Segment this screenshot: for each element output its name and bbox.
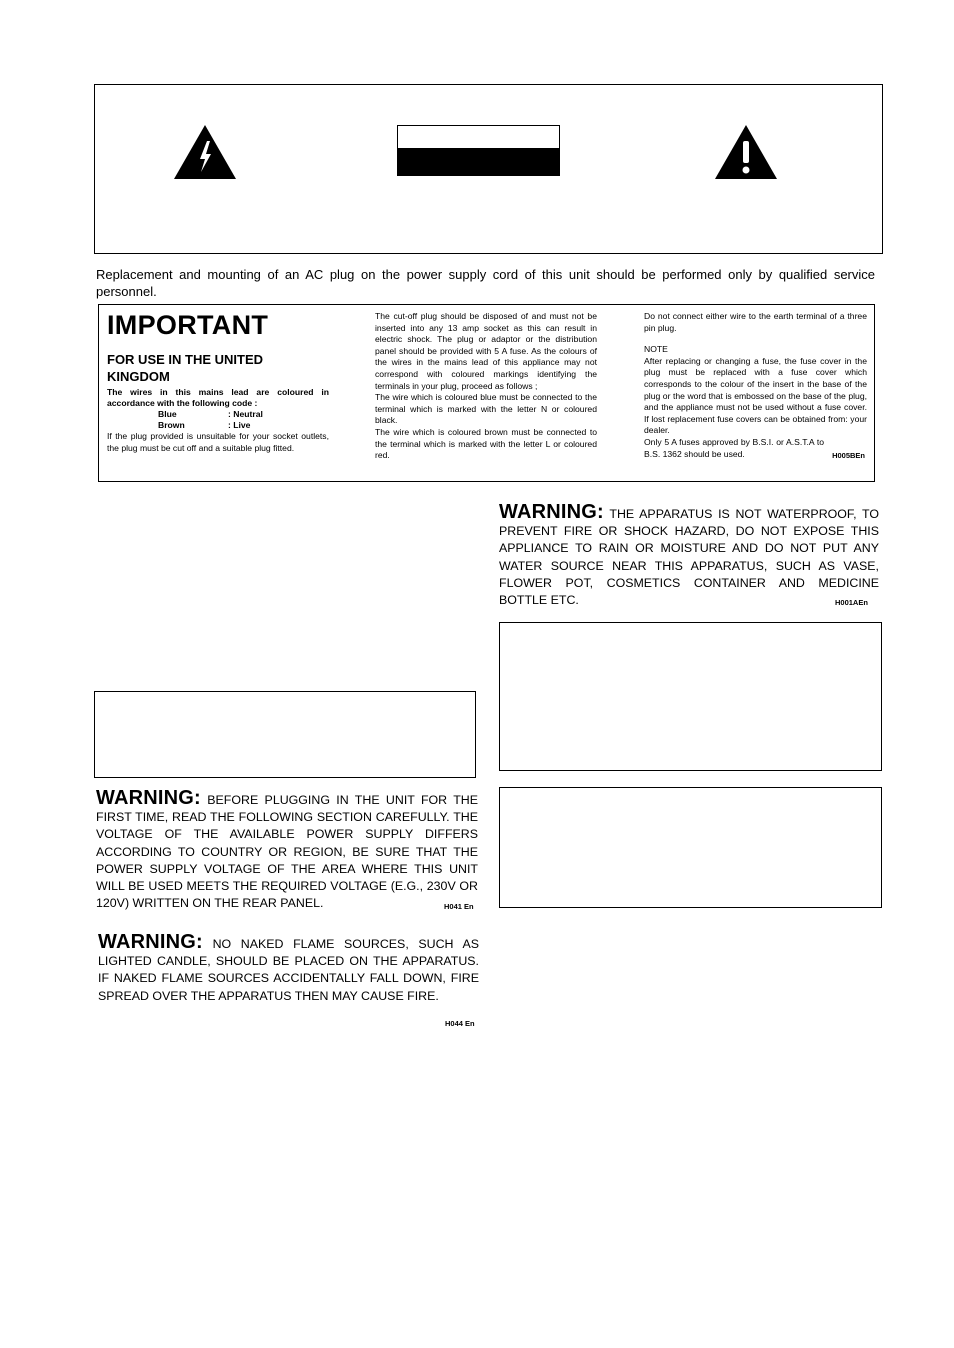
warning-voltage <box>96 787 478 912</box>
warning-water-text: THE APPARATUS IS NOT WATERPROOF, TO PREVENT FIRE OR SHOCK HAZARD, DO NOT EXPOSE THIS APPLIANCE TO RAIN OR MOISTURE AND DO NOT PUT ANY WATER SOURCE NEAR THIS APPARATUS, SUCH AS VASE, FLOWER POT, COSMETICS CONTAINER AND MEDICINE BOTTLE ETC. <box>499 507 880 608</box>
important-col2-p3: The wire which is coloured brown must be connected to the terminal which is marked with the letter L or coloured red. <box>375 426 597 461</box>
important-col2-p2: The wire which is coloured blue must be connected to the terminal which is marked with the letter N or coloured black. <box>375 392 597 426</box>
code-color: Brown <box>158 420 185 430</box>
warning-water-code: H001AEn <box>835 598 868 607</box>
caution-box <box>94 84 883 254</box>
code-row-brown <box>107 420 329 431</box>
important-col1-text: If the plug provided is unsuitable for your socket outlets, the plug must be cut off and a suitable plug fitted. <box>107 431 329 453</box>
warning-flame-code: H044 En <box>445 1019 475 1028</box>
warning-voltage-label: WARNING: <box>96 787 201 809</box>
important-col2 <box>375 311 597 462</box>
important-title: IMPORTANT <box>107 310 269 340</box>
code-row-blue <box>107 409 329 420</box>
warning-water-label: WARNING: <box>499 501 604 523</box>
warning-voltage-code: H041 En <box>444 902 474 911</box>
warning-flame-label: WARNING: <box>98 931 203 953</box>
code-color: Blue <box>158 409 177 419</box>
important-col3-p3: Only 5 A fuses approved by B.S.I. or A.S.T.A to B.S. 1362 should be used. <box>644 436 824 459</box>
caution-label-icon <box>397 125 560 176</box>
important-note-label: NOTE <box>644 344 668 355</box>
code-meaning: : Live <box>228 420 251 430</box>
important-box <box>98 304 875 482</box>
important-subtitle: FOR USE IN THE UNITED KINGDOM <box>107 352 264 384</box>
important-col3 <box>644 311 867 460</box>
important-intro: The wires in this mains lead are coloured in accordance with the following code : <box>107 387 329 408</box>
exclamation-triangle-icon <box>715 125 777 179</box>
warning-flame-text: NO NAKED FLAME SOURCES, SUCH AS LIGHTED CANDLE, SHOULD BE PLACED ON THE APPARATUS. IF NAKED FLAME SOURCES ACCIDENTALLY FALL DOWN, FIRE SPREAD OVER THE APPARATUS THEN MAY CAUSE FIRE. <box>98 937 479 1003</box>
empty-box-right-2 <box>499 787 882 908</box>
empty-box-right-1 <box>499 622 882 771</box>
important-col3-p1: Do not connect either wire to the earth terminal of a three pin plug. <box>644 311 867 333</box>
warning-voltage-text: BEFORE PLUGGING IN THE UNIT FOR THE FIRST TIME, READ THE FOLLOWING SECTION CAREFULLY. THE VOLTAGE OF THE AVAILABLE POWER SUPPLY DIFFERS ACCORDING TO COUNTRY OR REGION, BE SURE THAT THE POWER SUPPLY VOLTAGE OF THE AREA WHERE THIS UNIT WILL BE USED MEETS THE REQUIRED VOLTAGE (E.G., 230V OR 120V) WRITTEN ON THE REAR PANEL. <box>96 793 478 911</box>
important-col1 <box>107 309 329 454</box>
lightning-triangle-icon <box>174 125 236 179</box>
important-col3-p2: After replacing or changing a fuse, the fuse cover in the plug must be replaced with a fuse cover which corresponds to the colour of the insert in the base of the plug or the word that is embossed on the base of the plug, and the appliance must not be used without a fuse cover. If lost replacement fuse covers can be obtained from: your dealer. <box>644 355 867 436</box>
warning-water <box>499 501 880 609</box>
important-code: H005BEn <box>832 451 865 460</box>
empty-box-left <box>94 691 476 778</box>
replacement-note: Replacement and mounting of an AC plug on the power supply cord of this unit should be performed only by qualified service personnel. <box>96 267 875 299</box>
code-meaning: : Neutral <box>228 409 263 419</box>
warning-flame <box>98 931 479 1005</box>
important-col2-p1: The cut-off plug should be disposed of and must not be inserted into any 13 amp socket as this can result in electric shock. The plug or adaptor or the distribution panel should be provided with 5 A fuse. As the colours of the wires in the mains lead of this appliance may not correspond with coloured markings identifying the terminals in your plug, proceed as follows ; <box>375 311 597 391</box>
